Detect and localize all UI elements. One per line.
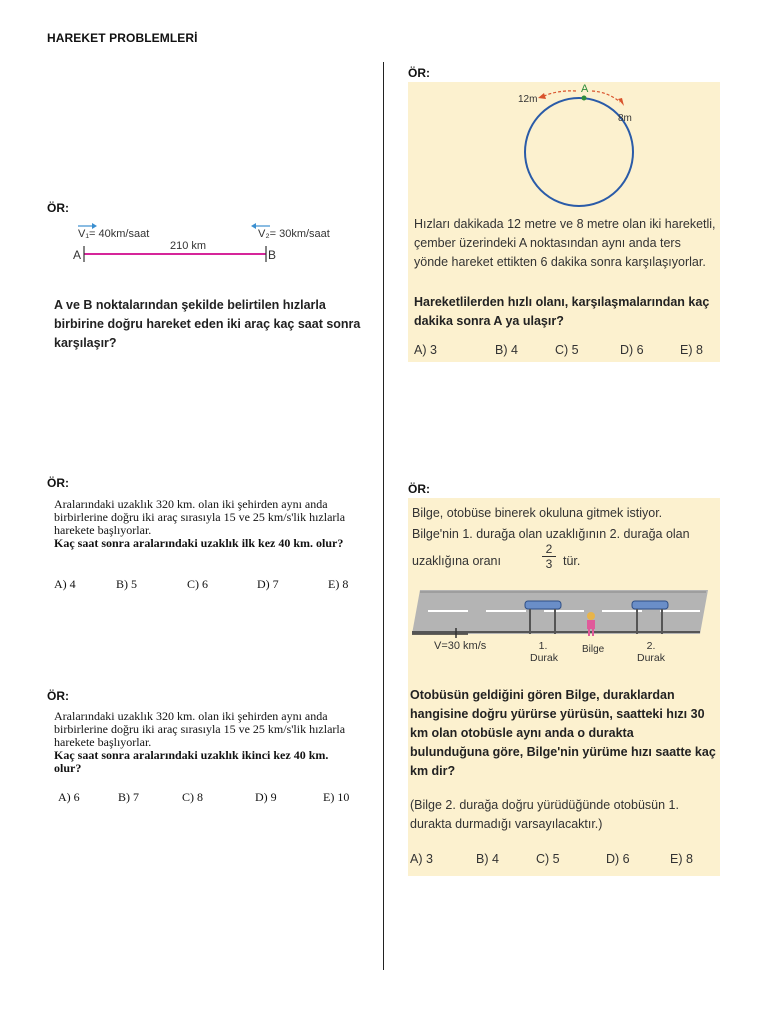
choice-e: E) 8	[328, 577, 349, 591]
choice-a: A) 3	[414, 343, 437, 357]
point-a-marker	[582, 96, 587, 101]
label-8m: 8m	[618, 113, 632, 124]
example-label-q5: ÖR:	[408, 482, 430, 496]
page-title: HAREKET PROBLEMLERİ	[47, 31, 198, 45]
example-label-q1: ÖR:	[47, 201, 69, 215]
arrow-v2-head	[251, 223, 256, 229]
choice-c: C) 8	[182, 790, 203, 804]
q5-road-diagram	[408, 584, 720, 666]
stop1-number: 1.	[538, 640, 548, 652]
choice-d: D) 6	[620, 343, 644, 357]
q4-circle-diagram	[408, 82, 720, 207]
choice-c: C) 5	[536, 852, 560, 866]
label-12m: 12m	[518, 94, 538, 105]
q2-choices	[54, 577, 364, 593]
example-label-q2: ÖR:	[47, 476, 69, 490]
choice-e: E) 10	[323, 790, 350, 804]
choice-b: B) 5	[116, 577, 137, 591]
q1-question: A ve B noktalarından şekilde belirtilen hızlarla birbirine doğru hareket eden iki araç kaç saat sonra karşılaşır?	[54, 298, 361, 350]
q4-text: Hızları dakikada 12 metre ve 8 metre olan iki hareketli, çember üzerindeki A noktasından aynı anda ters yönde hareket ettikten 6 dakika sonra karşılaşıyorlar.	[414, 217, 716, 269]
point-a-label: A	[73, 248, 82, 262]
choice-d: D) 9	[255, 790, 277, 804]
stop1-label	[530, 640, 559, 664]
column-divider	[383, 62, 384, 970]
choice-d: D) 6	[606, 852, 630, 866]
q5-intro-line3-pre: uzaklığına oranı	[412, 554, 501, 568]
speed-label: V=30 km/s	[434, 640, 487, 652]
choice-a: A) 6	[58, 790, 80, 804]
choice-e: E) 8	[670, 852, 693, 866]
fraction-numerator: 2	[545, 542, 553, 556]
q2-text: Aralarındaki uzaklık 320 km. olan iki şehirden aynı anda birbirlerine doğru iki araç sırasıyla 15 ve 25 km/s'lik hızlarla harekete başlıyorlar.	[54, 497, 346, 537]
arrow-8m-head	[618, 98, 624, 106]
example-label-q4: ÖR:	[408, 66, 430, 80]
stop1-name: Durak	[530, 652, 559, 664]
choice-a: A) 3	[410, 852, 433, 866]
choice-b: B) 4	[476, 852, 499, 866]
q5-intro-line1: Bilge, otobüse binerek okuluna gitmek istiyor.	[412, 506, 663, 520]
choice-c: C) 6	[187, 577, 208, 591]
q5-note: (Bilge 2. durağa doğru yürüdüğünde otobüsün 1. durakta durmadığı varsayılacaktır.)	[410, 798, 679, 831]
choice-b: B) 4	[495, 343, 518, 357]
stop2-label	[637, 640, 665, 664]
choice-b: B) 7	[118, 790, 139, 804]
q4-choices	[414, 343, 714, 361]
point-a-label: A	[581, 83, 589, 95]
arrow-12m	[544, 91, 576, 96]
q3-text: Aralarındaki uzaklık 320 km. olan iki şehirden aynı anda birbirlerine doğru iki araç sırasıyla 15 ve 25 km/s'lik hızlarla harekete başlıyorlar.	[54, 709, 346, 749]
q5-choices	[410, 852, 710, 870]
v1-label: V₁= 40km/saat	[78, 228, 150, 240]
track-circle	[525, 98, 633, 206]
fraction-denominator: 3	[542, 556, 556, 571]
distance-label: 210 km	[170, 240, 207, 252]
stop2-number: 2.	[646, 640, 656, 652]
example-label-q3: ÖR:	[47, 689, 69, 703]
point-b-label: B	[268, 248, 277, 262]
q4-question: Hareketlilerden hızlı olanı, karşılaşmalarından kaç dakika sonra A ya ulaşır?	[414, 295, 710, 328]
fraction	[542, 542, 556, 571]
v2-label: V₂= 30km/saat	[258, 228, 330, 240]
q3-question: Kaç saat sonra aralarındaki uzaklık ikinci kez 40 km. olur?	[54, 748, 329, 775]
arrow-12m-head	[538, 93, 546, 99]
q2-question: Kaç saat sonra aralarındaki uzaklık ilk kez 40 km. olur?	[54, 536, 344, 550]
choice-a: A) 4	[54, 577, 76, 591]
choice-d: D) 7	[257, 577, 279, 591]
q5-intro-line2: Bilge'nin 1. durağa olan uzaklığının 2. durağa olan	[412, 527, 690, 541]
choice-c: C) 5	[555, 343, 579, 357]
stop2-name: Durak	[637, 652, 666, 664]
choice-e: E) 8	[680, 343, 703, 357]
q5-intro-line3-post: tür.	[563, 554, 581, 568]
bilge-label: Bilge	[582, 644, 605, 655]
q3-choices	[58, 790, 368, 806]
q5-question: Otobüsün geldiğini gören Bilge, duraklardan hangisine doğru yürürse yürüsün, saatteki hızı 30 km olan otobüsle aynı anda o durakta bulunduğuna göre, Bilge'nin yürüme hızı saatte kaç km dir?	[410, 688, 716, 778]
